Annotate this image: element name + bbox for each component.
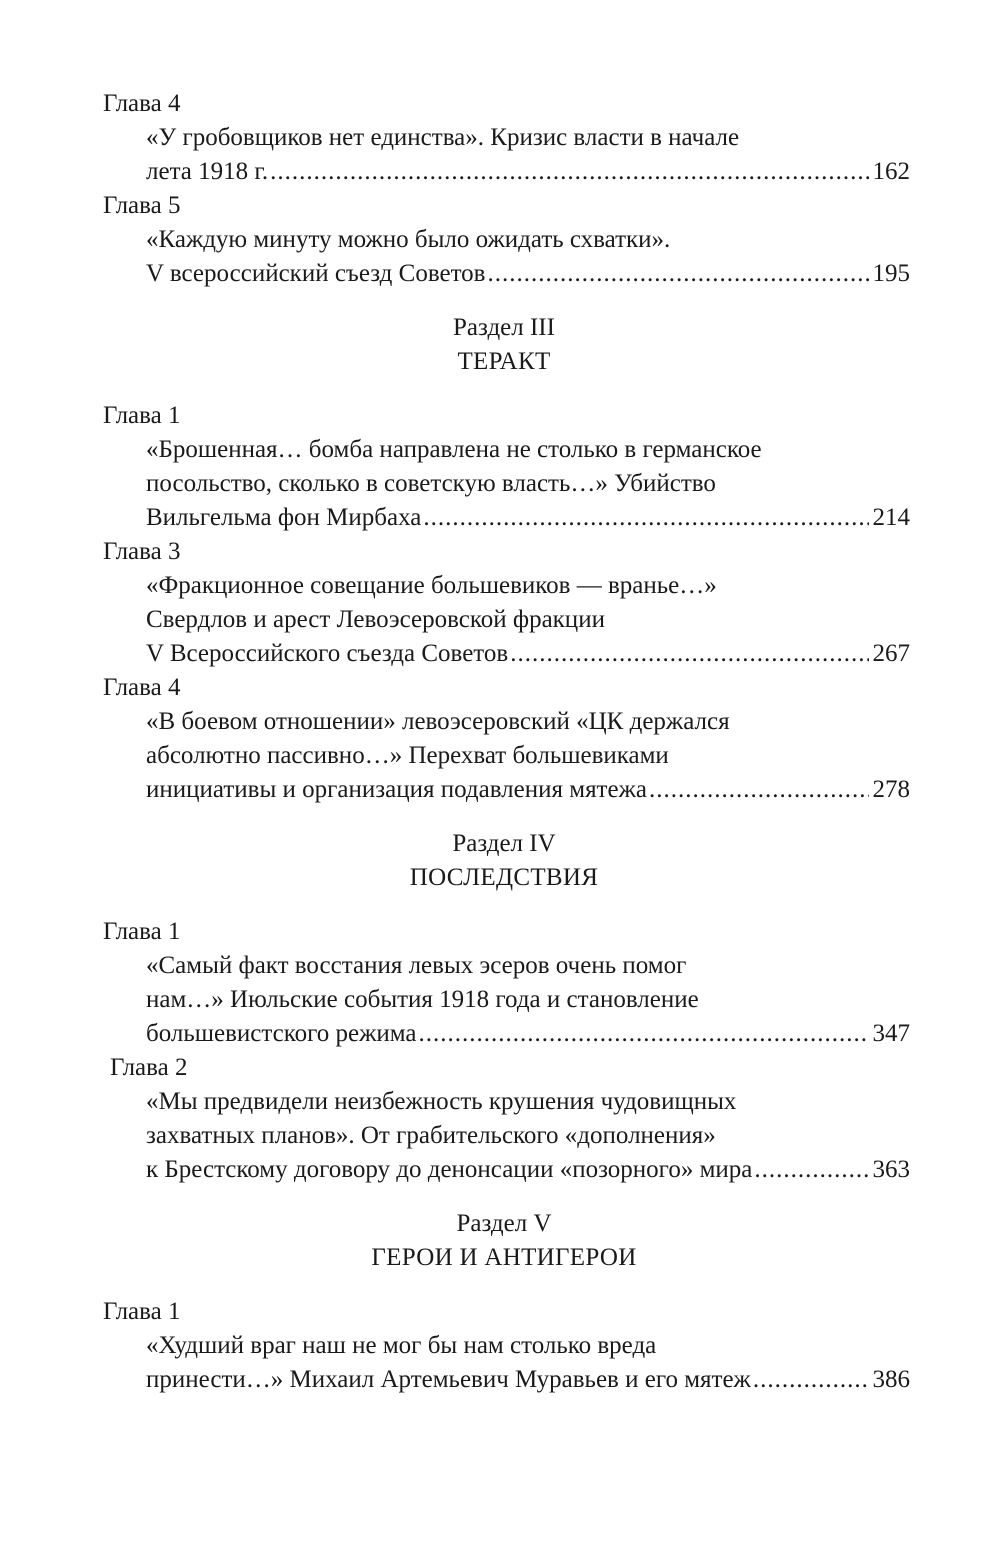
toc-chapter-entry	[0, 671, 1000, 807]
chapter-title-line: «Самый факт восстания левых эсеров очень помог	[146, 952, 687, 979]
dot-leader	[753, 1363, 869, 1397]
chapter-label: Глава 2	[110, 1054, 188, 1081]
chapter-title-line: «У гробовщиков нет единства». Кризис власти в начале	[146, 124, 740, 151]
chapter-title-text: к Брестскому договору до денонсации «позорного» мира	[146, 1156, 753, 1183]
chapter-title-line: «Брошенная… бомба направлена не столько в германское	[146, 436, 762, 463]
section-spacer	[0, 1187, 1000, 1207]
page-number: 162	[872, 158, 910, 185]
toc-chapter-entry	[0, 189, 1000, 291]
chapter-label: Глава 4	[103, 90, 181, 117]
chapter-label: Глава 5	[103, 192, 181, 219]
dot-leader	[423, 501, 868, 535]
dot-leader	[418, 1017, 868, 1051]
chapter-label: Глава 1	[103, 1298, 181, 1325]
section-spacer	[0, 1275, 1000, 1295]
page-number: 267	[872, 640, 910, 667]
page-number: 195	[872, 260, 910, 287]
toc-chapter-entry	[0, 1051, 1000, 1187]
chapter-label: Глава 3	[103, 538, 181, 565]
chapter-title-line	[146, 637, 910, 671]
page-number: 363	[872, 1156, 910, 1183]
dot-leader	[510, 637, 868, 671]
chapter-title-text: принести…» Михаил Артемьевич Муравьев и его мятеж	[146, 1366, 751, 1393]
chapter-title-text: V всероссийский съезд Советов	[146, 260, 486, 287]
page-number: 278	[872, 776, 910, 803]
chapter-title-line	[146, 257, 910, 291]
chapter-title-line: «Фракционное совещание большевиков — вранье…»	[146, 572, 717, 599]
chapter-title-text: большевистского режима	[146, 1020, 417, 1047]
chapter-label: Глава 1	[103, 402, 181, 429]
section-title: ГЕРОИ И АНТИГЕРОИ	[371, 1244, 637, 1271]
chapter-title-line: нам…» Июльские события 1918 года и становление	[146, 986, 699, 1013]
section-title: ТЕРАКТ	[457, 348, 551, 375]
chapter-title-line: захватных планов». От грабительского «дополнения»	[146, 1122, 716, 1149]
dot-leader	[649, 773, 869, 807]
page-number: 347	[872, 1020, 910, 1047]
chapter-title-line	[146, 1017, 910, 1051]
chapter-title-line: «В боевом отношении» левоэсеровский «ЦК держался	[146, 708, 730, 735]
toc-chapter-entry	[0, 399, 1000, 535]
section-label: Раздел III	[453, 314, 555, 341]
dot-leader	[754, 1153, 868, 1187]
toc-chapter-entry	[0, 915, 1000, 1051]
section-label: Раздел IV	[452, 830, 556, 857]
toc-chapter-entry	[0, 535, 1000, 671]
chapter-title-text: лета 1918 г.	[146, 158, 269, 185]
chapter-title-line	[146, 1363, 910, 1397]
chapter-title-text: инициативы и организация подавления мятежа	[146, 776, 647, 803]
dot-leader	[270, 155, 868, 189]
dot-leader	[487, 257, 868, 291]
chapter-title-text: V Всероссийского съезда Советов	[146, 640, 509, 667]
page-number: 386	[872, 1366, 910, 1393]
chapter-title-line	[146, 1153, 910, 1187]
section-spacer	[0, 291, 1000, 311]
chapter-title-line	[146, 773, 910, 807]
chapter-label: Глава 1	[103, 918, 181, 945]
page-number: 214	[872, 504, 910, 531]
section-label: Раздел V	[456, 1210, 552, 1237]
chapter-title-text: Вильгельма фон Мирбаха	[146, 504, 422, 531]
toc-chapter-entry	[0, 1295, 1000, 1397]
chapter-title-line	[146, 501, 910, 535]
chapter-label: Глава 4	[103, 674, 181, 701]
section-spacer	[0, 379, 1000, 399]
section-spacer	[0, 895, 1000, 915]
chapter-title-line: «Каждую минуту можно было ожидать схватки».	[146, 226, 671, 253]
toc-chapter-entry	[0, 87, 1000, 189]
chapter-title-line: Свердлов и арест Левоэсеровской фракции	[146, 606, 605, 633]
section-spacer	[0, 807, 1000, 827]
chapter-title-line: абсолютно пассивно…» Перехват большевиками	[146, 742, 669, 769]
chapter-title-line: «Худший враг наш не мог бы нам столько вреда	[146, 1332, 657, 1359]
chapter-title-line: посольство, сколько в советскую власть…» Убийство	[146, 470, 716, 497]
chapter-title-line: «Мы предвидели неизбежность крушения чудовищных	[146, 1088, 737, 1115]
section-title: ПОСЛЕДСТВИЯ	[409, 864, 599, 891]
chapter-title-line	[146, 155, 910, 189]
